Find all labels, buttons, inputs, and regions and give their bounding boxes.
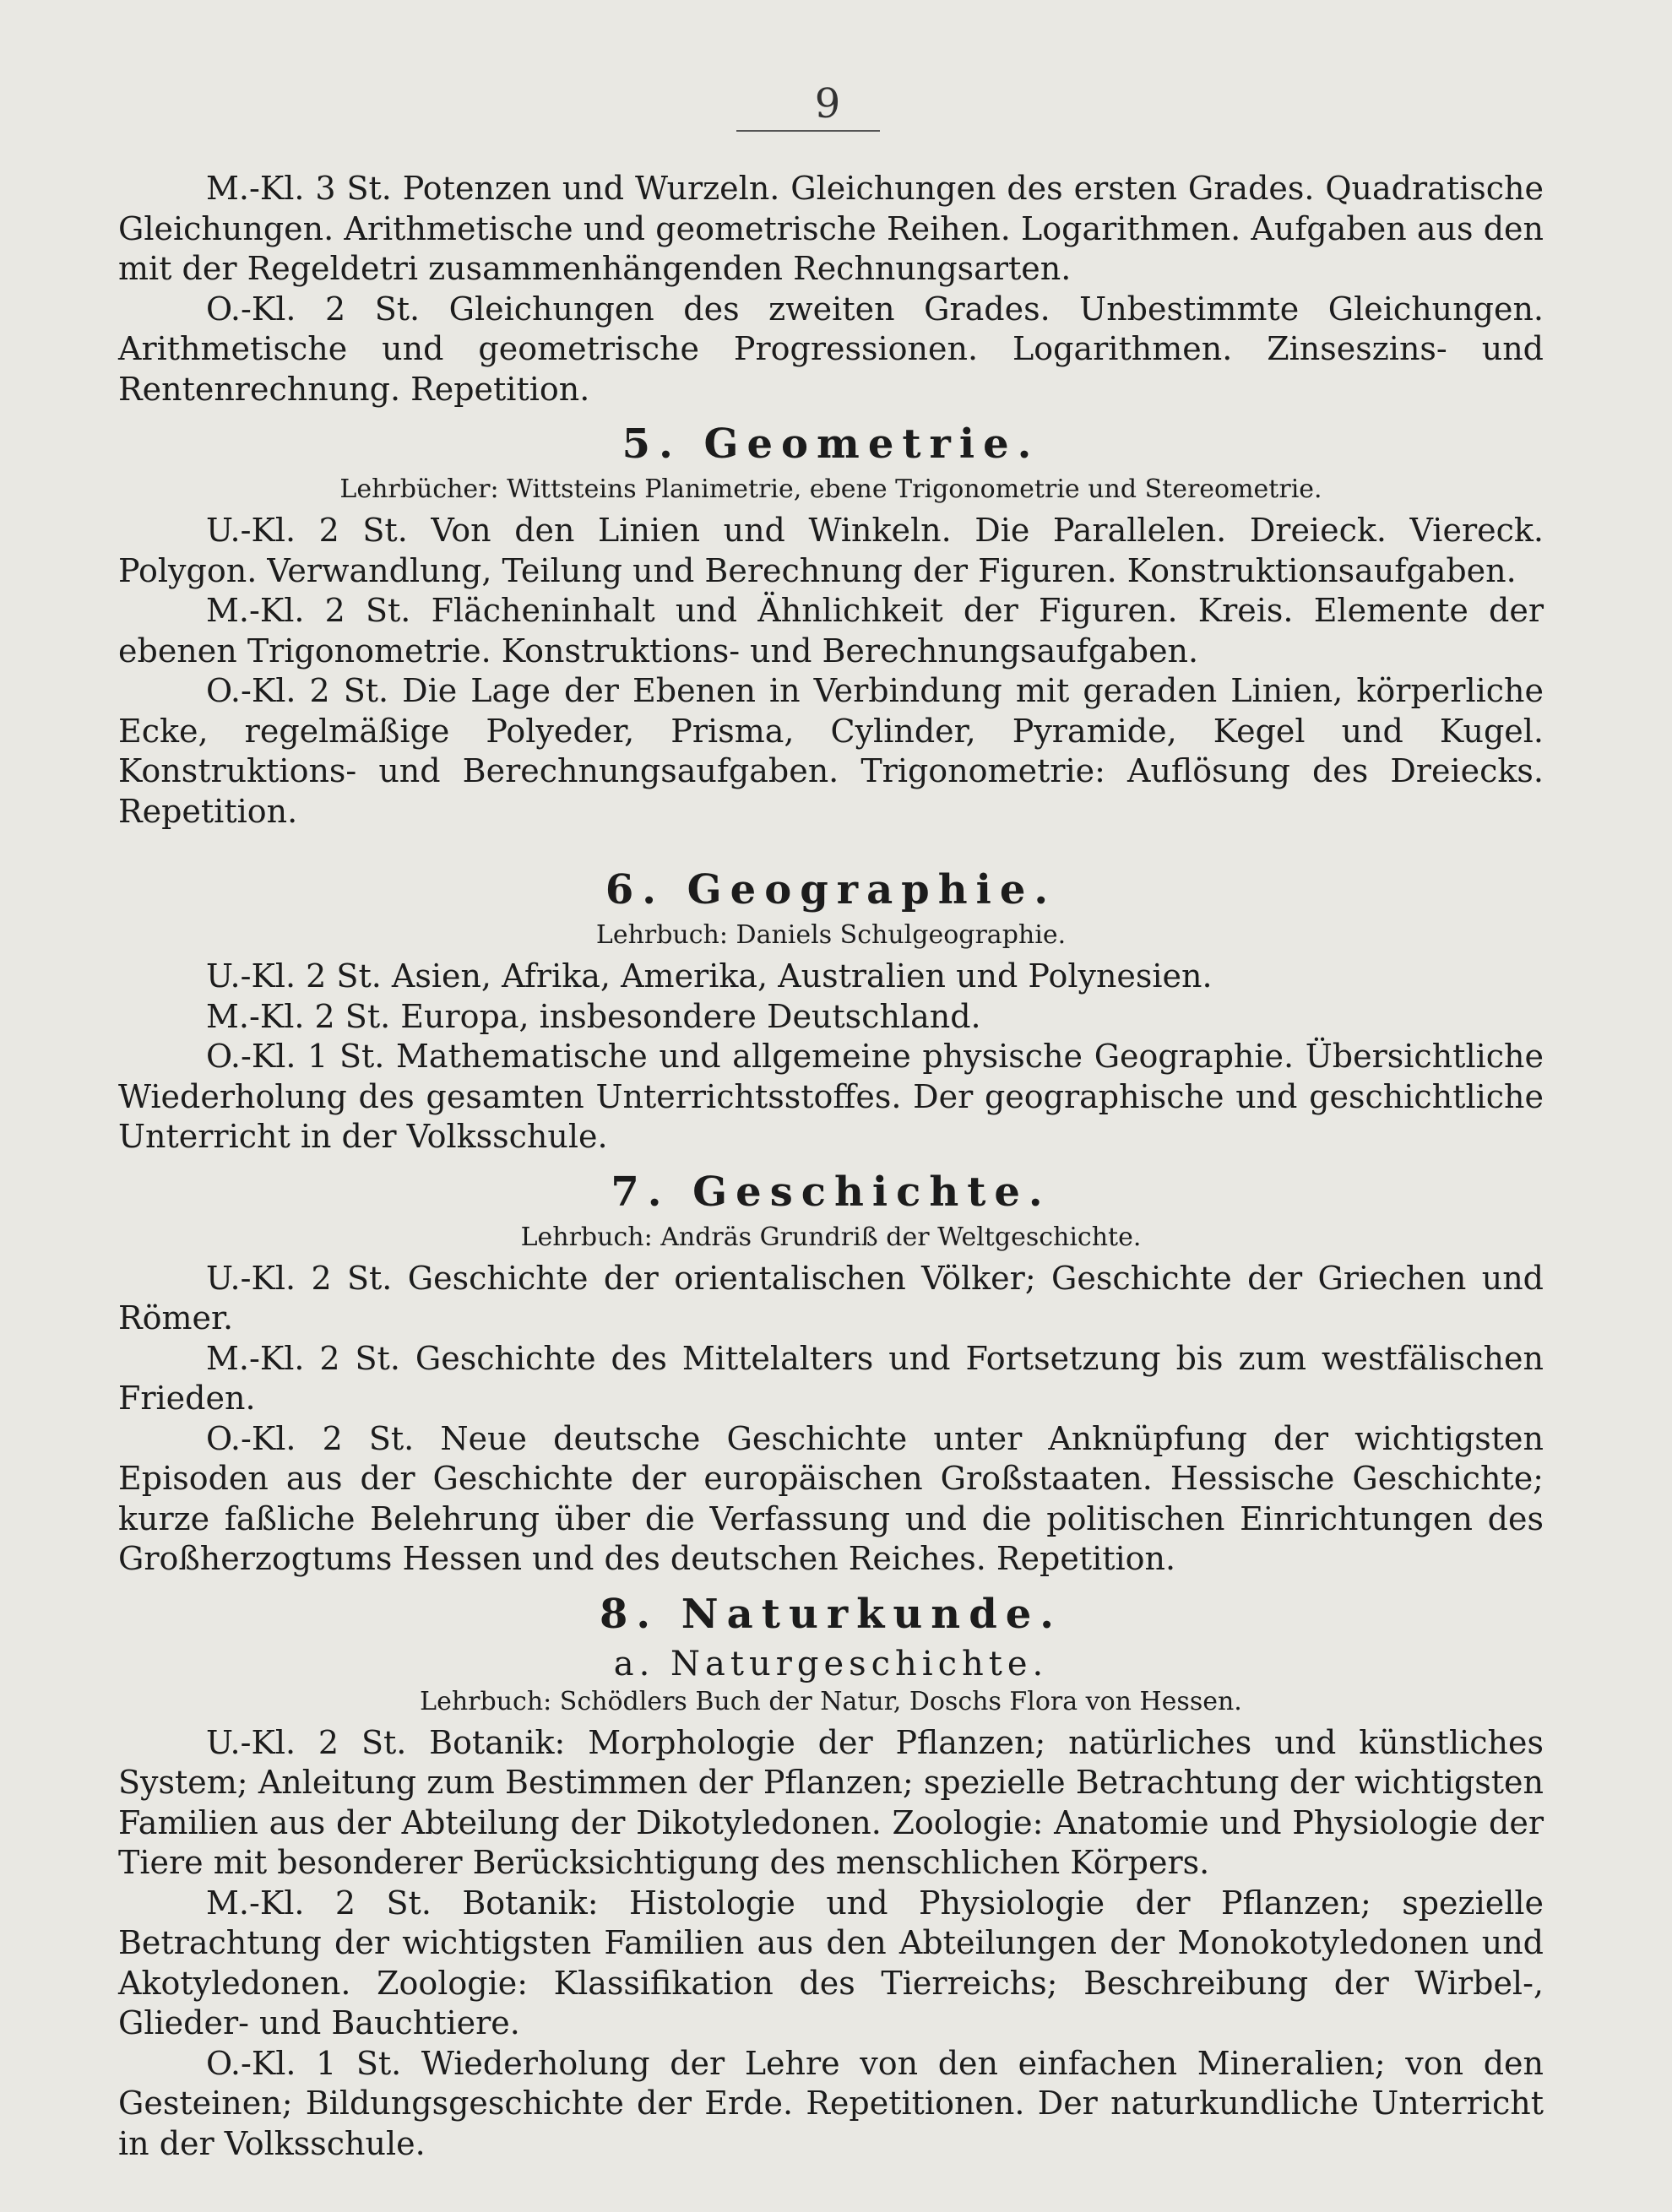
naturkunde-mkl-paragraph: M.-Kl. 2 St. Botanik: Histologie und Physiologie der Pflanzen; spezielle Betrachtung der wichtigsten Familien aus den Abteilungen der Monokotyledonen und Akotyledonen. Zoologie: Klassifikation des Tierreichs; Beschreibung der Wirbel-, Glieder- und Bauchtiere. — [118, 1884, 1544, 2041]
geschichte-mkl-paragraph: M.-Kl. 2 St. Geschichte des Mittelalters und Fortsetzung bis zum westfälischen Frieden. — [118, 1339, 1544, 1417]
geographie-mkl-paragraph: M.-Kl. 2 St. Europa, insbesondere Deutschland. — [206, 997, 981, 1035]
header-rule — [736, 130, 880, 132]
body-text — [118, 169, 1544, 2164]
algebra-okl-paragraph: O.-Kl. 2 St. Gleichungen des zweiten Grades. Unbestimmte Gleichungen. Arithmetische und geometrische Progressionen. Logarithmen. Zinseszins- und Rentenrechnung. Repetition. — [118, 290, 1544, 408]
algebra-mkl-paragraph: M.-Kl. 3 St. Potenzen und Wurzeln. Gleichungen des ersten Grades. Quadratische Gleichungen. Arithmetische und geometrische Reihen. Logarithmen. Aufgaben aus den mit der Regeldetri zusammenhängenden Rechnungsarten. — [118, 170, 1544, 287]
naturkunde-okl-paragraph: O.-Kl. 1 St. Wiederholung der Lehre von den einfachen Mineralien; von den Gesteinen; Bildungsgeschichte der Erde. Repetitionen. Der naturkundliche Unterricht in der Volksschule. — [118, 2044, 1544, 2162]
textbook-line-geschichte: Lehrbuch: Andräs Grundriß der Weltgeschichte. — [520, 1222, 1142, 1252]
section-heading-naturkunde: 8. Naturkunde. — [599, 1590, 1063, 1638]
geometrie-ukl-paragraph: U.-Kl. 2 St. Von den Linien und Winkeln. Die Parallelen. Dreieck. Viereck. Polygon. Verwandlung, Teilung und Berechnung der Figuren. Konstruktionsaufgaben. — [118, 512, 1544, 589]
textbook-line-geometrie: Lehrbücher: Wittsteins Planimetrie, ebene Trigonometrie und Stereometrie. — [339, 474, 1322, 504]
geographie-ukl-paragraph: U.-Kl. 2 St. Asien, Afrika, Amerika, Australien und Polynesien. — [206, 957, 1213, 995]
spacer — [118, 832, 1544, 855]
page-number: 9 — [814, 80, 841, 127]
section-heading-geographie: 6. Geographie. — [605, 866, 1057, 914]
naturkunde-ukl-paragraph: U.-Kl. 2 St. Botanik: Morphologie der Pflanzen; natürliches und künstliches System; Anleitung zum Bestimmen der Pflanzen; spezielle Betrachtung der wichtigsten Familien aus der Abteilung der Dikotyledonen. Zoologie: Anatomie und Physiologie der Tiere mit besonderer Berücksichtigung des menschlichen Körpers. — [118, 1723, 1544, 1881]
geometrie-mkl-paragraph: M.-Kl. 2 St. Flächeninhalt und Ähnlichkeit der Figuren. Kreis. Elemente der ebenen Trigonometrie. Konstruktions- und Berechnungsaufgaben. — [118, 592, 1544, 670]
geschichte-okl-paragraph: O.-Kl. 2 St. Neue deutsche Geschichte unter Anknüpfung der wichtigsten Episoden aus der Geschichte der europäischen Großstaaten. Hessische Geschichte; kurze faßliche Belehrung über die Verfassung und die politischen Einrichtungen des Großherzogtums Hessen und des deutschen Reiches. Repetition. — [118, 1419, 1544, 1577]
section-heading-geometrie: 5. Geometrie. — [622, 420, 1040, 468]
textbook-line-geographie: Lehrbuch: Daniels Schulgeographie. — [595, 920, 1067, 950]
subsection-heading-naturgeschichte: a. Naturgeschichte. — [613, 1644, 1049, 1683]
geschichte-ukl-paragraph: U.-Kl. 2 St. Geschichte der orientalischen Völker; Geschichte der Griechen und Römer. — [118, 1259, 1544, 1336]
geographie-okl-paragraph: O.-Kl. 1 St. Mathematische und allgemeine physische Geographie. Übersichtliche Wiederholung des gesamten Unterrichtsstoffes. Der geographische und geschichtliche Unterricht in der Volksschule. — [118, 1038, 1544, 1155]
geometrie-okl-paragraph: O.-Kl. 2 St. Die Lage der Ebenen in Verbindung mit geraden Linien, körperliche Ecke, regelmäßige Polyeder, Prisma, Cylinder, Pyramide, Kegel und Kugel. Konstruktions- und Berechnungsaufgaben. Trigonometrie: Auflösung des Dreiecks. Repetition. — [118, 672, 1544, 830]
textbook-line-naturkunde: Lehrbuch: Schödlers Buch der Natur, Doschs Flora von Hessen. — [420, 1686, 1242, 1716]
section-heading-geschichte: 7. Geschichte. — [611, 1168, 1051, 1216]
